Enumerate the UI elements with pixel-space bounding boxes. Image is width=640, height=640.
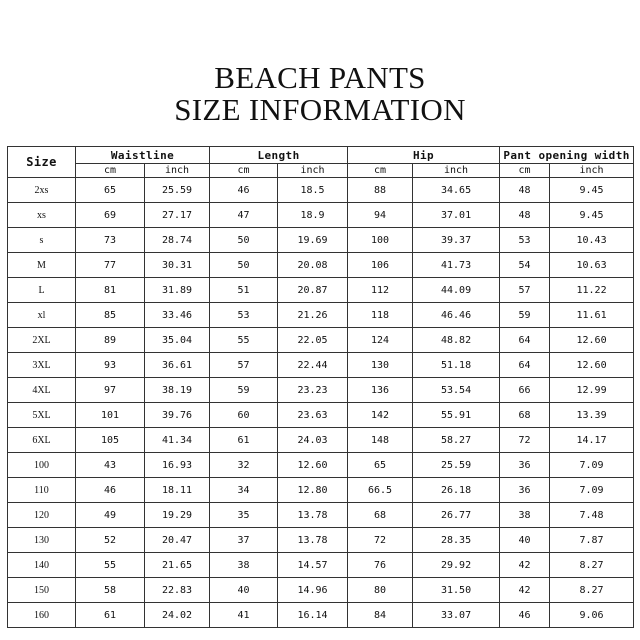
measurement-cell: 18.9 [278, 203, 348, 228]
table-row [8, 328, 634, 353]
measurement-cell: 36 [500, 453, 550, 478]
measurement-cell: 73 [76, 228, 145, 253]
measurement-cell: 130 [348, 353, 413, 378]
measurement-cell: 24.03 [278, 428, 348, 453]
size-cell: 3XL [8, 353, 76, 378]
measurement-cell: 32 [210, 453, 278, 478]
size-chart-table [7, 146, 634, 628]
measurement-cell: 51 [210, 278, 278, 303]
measurement-cell: 46 [210, 178, 278, 203]
measurement-cell: 31.89 [145, 278, 210, 303]
measurement-cell: 13.39 [550, 403, 634, 428]
size-cell: 120 [8, 503, 76, 528]
size-cell: M [8, 253, 76, 278]
measurement-cell: 11.22 [550, 278, 634, 303]
measurement-cell: 148 [348, 428, 413, 453]
measurement-cell: 25.59 [413, 453, 500, 478]
measurement-cell: 9.45 [550, 178, 634, 203]
measurement-cell: 28.74 [145, 228, 210, 253]
size-cell: 110 [8, 478, 76, 503]
measurement-cell: 106 [348, 253, 413, 278]
table-row [8, 528, 634, 553]
measurement-cell: 72 [500, 428, 550, 453]
measurement-cell: 46 [76, 478, 145, 503]
measurement-cell: 33.46 [145, 303, 210, 328]
measurement-cell: 34 [210, 478, 278, 503]
measurement-cell: 25.59 [145, 178, 210, 203]
measurement-cell: 29.92 [413, 553, 500, 578]
measurement-cell: 48 [500, 178, 550, 203]
unit-header: inch [413, 164, 500, 178]
table-row [8, 578, 634, 603]
measurement-cell: 53.54 [413, 378, 500, 403]
size-cell: 140 [8, 553, 76, 578]
measurement-cell: 43 [76, 453, 145, 478]
measurement-cell: 46 [500, 603, 550, 628]
size-cell: 2XL [8, 328, 76, 353]
measurement-cell: 76 [348, 553, 413, 578]
measurement-cell: 20.87 [278, 278, 348, 303]
measurement-cell: 30.31 [145, 253, 210, 278]
measurement-cell: 59 [210, 378, 278, 403]
table-row [8, 228, 634, 253]
measurement-cell: 53 [210, 303, 278, 328]
table-row [8, 403, 634, 428]
measurement-cell: 23.23 [278, 378, 348, 403]
measurement-cell: 49 [76, 503, 145, 528]
measurement-cell: 80 [348, 578, 413, 603]
size-cell: 6XL [8, 428, 76, 453]
measurement-cell: 52 [76, 528, 145, 553]
measurement-cell: 41.34 [145, 428, 210, 453]
measurement-cell: 14.96 [278, 578, 348, 603]
measurement-cell: 42 [500, 553, 550, 578]
measurement-cell: 7.09 [550, 453, 634, 478]
measurement-cell: 54 [500, 253, 550, 278]
measurement-cell: 14.17 [550, 428, 634, 453]
group-header-row [8, 147, 634, 164]
measurement-cell: 19.29 [145, 503, 210, 528]
measurement-cell: 18.5 [278, 178, 348, 203]
table-row [8, 353, 634, 378]
measurement-cell: 22.44 [278, 353, 348, 378]
measurement-cell: 12.60 [550, 328, 634, 353]
table-row [8, 278, 634, 303]
measurement-cell: 21.65 [145, 553, 210, 578]
measurement-cell: 44.09 [413, 278, 500, 303]
measurement-cell: 7.09 [550, 478, 634, 503]
measurement-cell: 19.69 [278, 228, 348, 253]
size-column-header: Size [8, 147, 76, 178]
measurement-cell: 48.82 [413, 328, 500, 353]
measurement-cell: 55 [76, 553, 145, 578]
measurement-cell: 94 [348, 203, 413, 228]
measurement-cell: 31.50 [413, 578, 500, 603]
measurement-cell: 105 [76, 428, 145, 453]
measurement-cell: 16.93 [145, 453, 210, 478]
measurement-cell: 37 [210, 528, 278, 553]
size-cell: 5XL [8, 403, 76, 428]
table-row [8, 378, 634, 403]
measurement-cell: 40 [210, 578, 278, 603]
measurement-cell: 48 [500, 203, 550, 228]
measurement-cell: 38.19 [145, 378, 210, 403]
size-cell: s [8, 228, 76, 253]
measurement-cell: 59 [500, 303, 550, 328]
measurement-cell: 51.18 [413, 353, 500, 378]
measurement-cell: 89 [76, 328, 145, 353]
table-row [8, 178, 634, 203]
measurement-cell: 7.87 [550, 528, 634, 553]
measurement-cell: 57 [210, 353, 278, 378]
measurement-cell: 58 [76, 578, 145, 603]
pant-opening-width-header: Pant opening width [500, 147, 634, 164]
length-header: Length [210, 147, 348, 164]
measurement-cell: 124 [348, 328, 413, 353]
size-cell: 2xs [8, 178, 76, 203]
measurement-cell: 88 [348, 178, 413, 203]
measurement-cell: 12.60 [550, 353, 634, 378]
measurement-cell: 28.35 [413, 528, 500, 553]
measurement-cell: 13.78 [278, 503, 348, 528]
measurement-cell: 26.18 [413, 478, 500, 503]
measurement-cell: 33.07 [413, 603, 500, 628]
measurement-cell: 42 [500, 578, 550, 603]
size-cell: xl [8, 303, 76, 328]
size-cell: 130 [8, 528, 76, 553]
size-table-body [8, 178, 634, 628]
size-cell: 4XL [8, 378, 76, 403]
unit-header: inch [145, 164, 210, 178]
measurement-cell: 7.48 [550, 503, 634, 528]
table-row [8, 203, 634, 228]
measurement-cell: 23.63 [278, 403, 348, 428]
page-title: BEACH PANTS [214, 60, 426, 95]
size-cell: 150 [8, 578, 76, 603]
unit-header: inch [278, 164, 348, 178]
measurement-cell: 93 [76, 353, 145, 378]
measurement-cell: 58.27 [413, 428, 500, 453]
measurement-cell: 36.61 [145, 353, 210, 378]
measurement-cell: 101 [76, 403, 145, 428]
size-cell: 160 [8, 603, 76, 628]
measurement-cell: 40 [500, 528, 550, 553]
measurement-cell: 39.76 [145, 403, 210, 428]
measurement-cell: 53 [500, 228, 550, 253]
measurement-cell: 26.77 [413, 503, 500, 528]
measurement-cell: 97 [76, 378, 145, 403]
measurement-cell: 9.45 [550, 203, 634, 228]
measurement-cell: 66 [500, 378, 550, 403]
measurement-cell: 12.60 [278, 453, 348, 478]
measurement-cell: 60 [210, 403, 278, 428]
table-row [8, 453, 634, 478]
measurement-cell: 14.57 [278, 553, 348, 578]
measurement-cell: 8.27 [550, 553, 634, 578]
measurement-cell: 118 [348, 303, 413, 328]
table-row [8, 553, 634, 578]
measurement-cell: 22.83 [145, 578, 210, 603]
measurement-cell: 85 [76, 303, 145, 328]
measurement-cell: 24.02 [145, 603, 210, 628]
table-row [8, 503, 634, 528]
measurement-cell: 35.04 [145, 328, 210, 353]
measurement-cell: 41 [210, 603, 278, 628]
size-cell: xs [8, 203, 76, 228]
measurement-cell: 65 [76, 178, 145, 203]
measurement-cell: 50 [210, 228, 278, 253]
page-subtitle: SIZE INFORMATION [174, 92, 466, 127]
unit-header: cm [76, 164, 145, 178]
measurement-cell: 22.05 [278, 328, 348, 353]
measurement-cell: 57 [500, 278, 550, 303]
table-row [8, 603, 634, 628]
measurement-cell: 39.37 [413, 228, 500, 253]
measurement-cell: 38 [210, 553, 278, 578]
measurement-cell: 61 [210, 428, 278, 453]
unit-header: inch [550, 164, 634, 178]
hip-header: Hip [348, 147, 500, 164]
measurement-cell: 66.5 [348, 478, 413, 503]
measurement-cell: 20.08 [278, 253, 348, 278]
measurement-cell: 13.78 [278, 528, 348, 553]
measurement-cell: 72 [348, 528, 413, 553]
measurement-cell: 77 [76, 253, 145, 278]
measurement-cell: 20.47 [145, 528, 210, 553]
measurement-cell: 37.01 [413, 203, 500, 228]
waistline-header: Waistline [76, 147, 210, 164]
measurement-cell: 142 [348, 403, 413, 428]
unit-header: cm [210, 164, 278, 178]
table-row [8, 253, 634, 278]
measurement-cell: 81 [76, 278, 145, 303]
measurement-cell: 11.61 [550, 303, 634, 328]
measurement-cell: 9.06 [550, 603, 634, 628]
measurement-cell: 112 [348, 278, 413, 303]
measurement-cell: 16.14 [278, 603, 348, 628]
measurement-cell: 35 [210, 503, 278, 528]
unit-header-row [8, 164, 634, 178]
measurement-cell: 10.43 [550, 228, 634, 253]
measurement-cell: 55 [210, 328, 278, 353]
measurement-cell: 38 [500, 503, 550, 528]
measurement-cell: 84 [348, 603, 413, 628]
measurement-cell: 18.11 [145, 478, 210, 503]
measurement-cell: 69 [76, 203, 145, 228]
table-row [8, 428, 634, 453]
measurement-cell: 64 [500, 353, 550, 378]
measurement-cell: 100 [348, 228, 413, 253]
measurement-cell: 36 [500, 478, 550, 503]
measurement-cell: 61 [76, 603, 145, 628]
measurement-cell: 136 [348, 378, 413, 403]
measurement-cell: 64 [500, 328, 550, 353]
measurement-cell: 55.91 [413, 403, 500, 428]
measurement-cell: 68 [348, 503, 413, 528]
size-cell: 100 [8, 453, 76, 478]
measurement-cell: 10.63 [550, 253, 634, 278]
measurement-cell: 21.26 [278, 303, 348, 328]
size-cell: L [8, 278, 76, 303]
measurement-cell: 65 [348, 453, 413, 478]
measurement-cell: 47 [210, 203, 278, 228]
table-row [8, 478, 634, 503]
table-row [8, 303, 634, 328]
measurement-cell: 50 [210, 253, 278, 278]
measurement-cell: 8.27 [550, 578, 634, 603]
unit-header: cm [500, 164, 550, 178]
measurement-cell: 12.80 [278, 478, 348, 503]
measurement-cell: 34.65 [413, 178, 500, 203]
unit-header: cm [348, 164, 413, 178]
measurement-cell: 46.46 [413, 303, 500, 328]
measurement-cell: 68 [500, 403, 550, 428]
measurement-cell: 12.99 [550, 378, 634, 403]
measurement-cell: 41.73 [413, 253, 500, 278]
measurement-cell: 27.17 [145, 203, 210, 228]
